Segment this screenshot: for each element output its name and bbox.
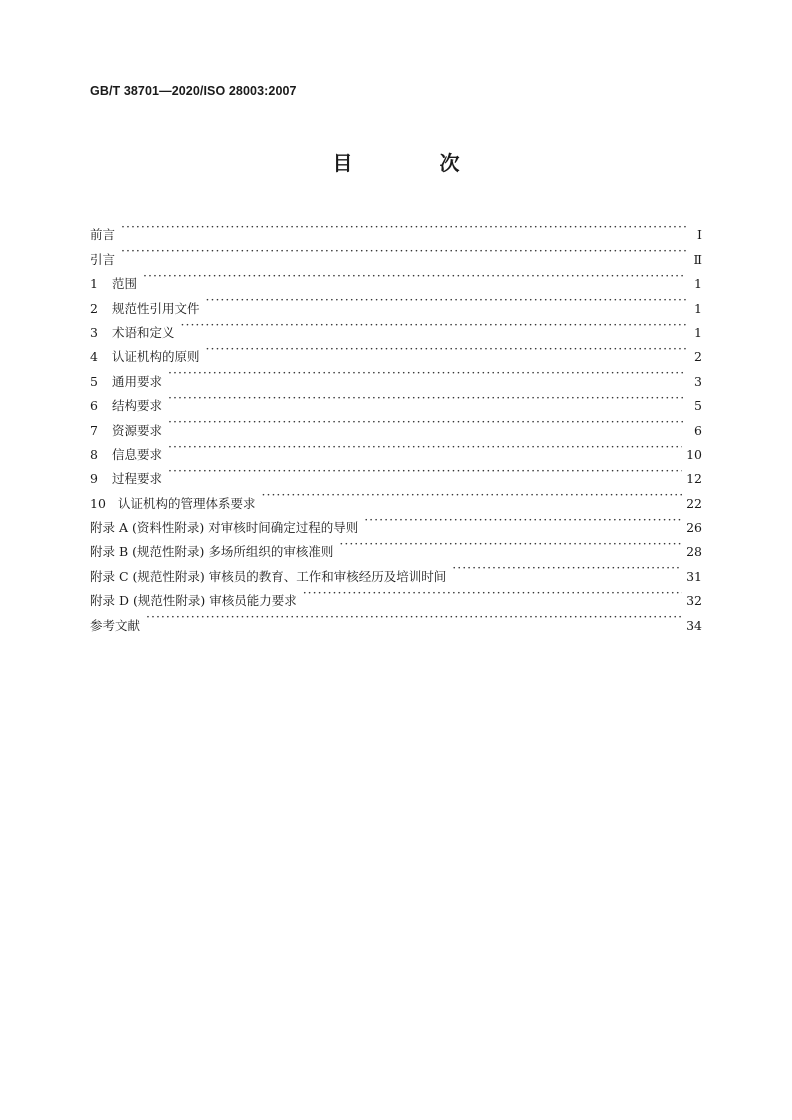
toc-entry-introduction[interactable]: [90, 239, 702, 267]
toc-entry-2[interactable]: [90, 288, 702, 316]
toc-section-number: 6: [90, 398, 98, 414]
toc-leader-dots: [262, 483, 683, 507]
toc-section-number: 3: [90, 324, 98, 340]
toc-leader-dots: [168, 459, 682, 483]
toc-page-number: 12: [686, 471, 702, 487]
toc-label: 过程要求: [112, 471, 163, 487]
toc-leader-dots: [452, 556, 682, 580]
toc-page-number: Ⅱ: [693, 251, 702, 267]
toc-label: 引言: [90, 251, 116, 267]
toc-page-number: 5: [694, 398, 702, 414]
toc-leader-dots: [303, 581, 682, 605]
toc-leader-dots: [168, 386, 686, 410]
standard-code: GB/T 38701—2020/ISO 28003:2007: [90, 84, 297, 98]
page-title: 目 次: [332, 151, 500, 175]
toc-section-number: 7: [90, 422, 98, 438]
toc-label: 附录 A (资料性附录) 对审核时间确定过程的导则: [90, 520, 359, 536]
toc-label: 认证机构的原则: [112, 349, 200, 365]
toc-entry-bibliography[interactable]: [90, 605, 702, 633]
toc-page-number: 31: [686, 568, 702, 584]
toc-label: 术语和定义: [112, 324, 175, 340]
toc-entry-9[interactable]: [90, 459, 702, 487]
toc-label: 前言: [90, 227, 116, 243]
toc-page-number: 32: [686, 593, 702, 609]
toc-entry-6[interactable]: [90, 386, 702, 414]
toc-leader-dots: [168, 435, 682, 459]
toc-label: 认证机构的管理体系要求: [118, 495, 256, 511]
toc-leader-dots: [143, 264, 686, 288]
toc-label: 附录 C (规范性附录) 审核员的教育、工作和审核经历及培训时间: [90, 568, 447, 584]
toc-page-number: 3: [694, 373, 702, 389]
toc-leader-dots: [206, 337, 686, 361]
toc-leader-dots: [181, 313, 686, 337]
toc-page-number: 2: [694, 349, 702, 365]
toc-label: 结构要求: [112, 398, 163, 414]
toc-leader-dots: [206, 288, 686, 312]
toc-page-number: 34: [686, 617, 702, 633]
toc-page-number: 1: [694, 276, 702, 292]
toc-section-number: 9: [90, 471, 98, 487]
toc-entry-8[interactable]: [90, 435, 702, 462]
toc-leader-dots: [168, 410, 686, 434]
toc-section-number: 8: [90, 446, 98, 462]
toc-section-number: 2: [90, 300, 98, 316]
toc-section-number: 1: [90, 276, 98, 292]
toc-entry-7[interactable]: [90, 410, 702, 438]
toc-page-number: 6: [694, 422, 702, 438]
toc-page-number: Ⅰ: [697, 227, 702, 243]
toc-label: 资源要求: [112, 422, 163, 438]
toc-label: 范围: [112, 276, 138, 292]
toc-label: 参考文献: [90, 617, 141, 633]
toc-label: 信息要求: [112, 446, 163, 462]
toc-leader-dots: [146, 605, 682, 629]
toc-leader-dots: [121, 239, 686, 263]
toc-entry-preface[interactable]: [90, 215, 702, 243]
toc-entry-1[interactable]: [90, 264, 702, 292]
toc-entry-10[interactable]: [90, 483, 702, 511]
toc-section-number: 5: [90, 373, 98, 389]
toc-section-number: 10: [90, 495, 106, 511]
toc-entry-5[interactable]: [90, 361, 702, 389]
toc-entry-4[interactable]: [90, 337, 702, 365]
toc-section-number: 4: [90, 349, 98, 365]
toc-label: 规范性引用文件: [112, 300, 200, 316]
toc-page-number: 28: [686, 544, 702, 560]
toc-page-number: 1: [694, 300, 702, 316]
table-of-contents: [90, 215, 702, 633]
toc-page-number: 26: [686, 520, 702, 536]
toc-leader-dots: [364, 508, 682, 532]
toc-leader-dots: [339, 532, 682, 556]
toc-label: 附录 D (规范性附录) 审核员能力要求: [90, 593, 297, 609]
toc-leader-dots: [121, 215, 686, 239]
toc-page-number: 1: [694, 324, 702, 340]
toc-entry-3[interactable]: [90, 313, 702, 340]
toc-page-number: 22: [686, 495, 702, 511]
toc-page-number: 10: [686, 446, 702, 462]
toc-leader-dots: [168, 361, 686, 385]
toc-label: 通用要求: [112, 373, 163, 389]
toc-label: 附录 B (规范性附录) 多场所组织的审核准则: [90, 544, 334, 560]
